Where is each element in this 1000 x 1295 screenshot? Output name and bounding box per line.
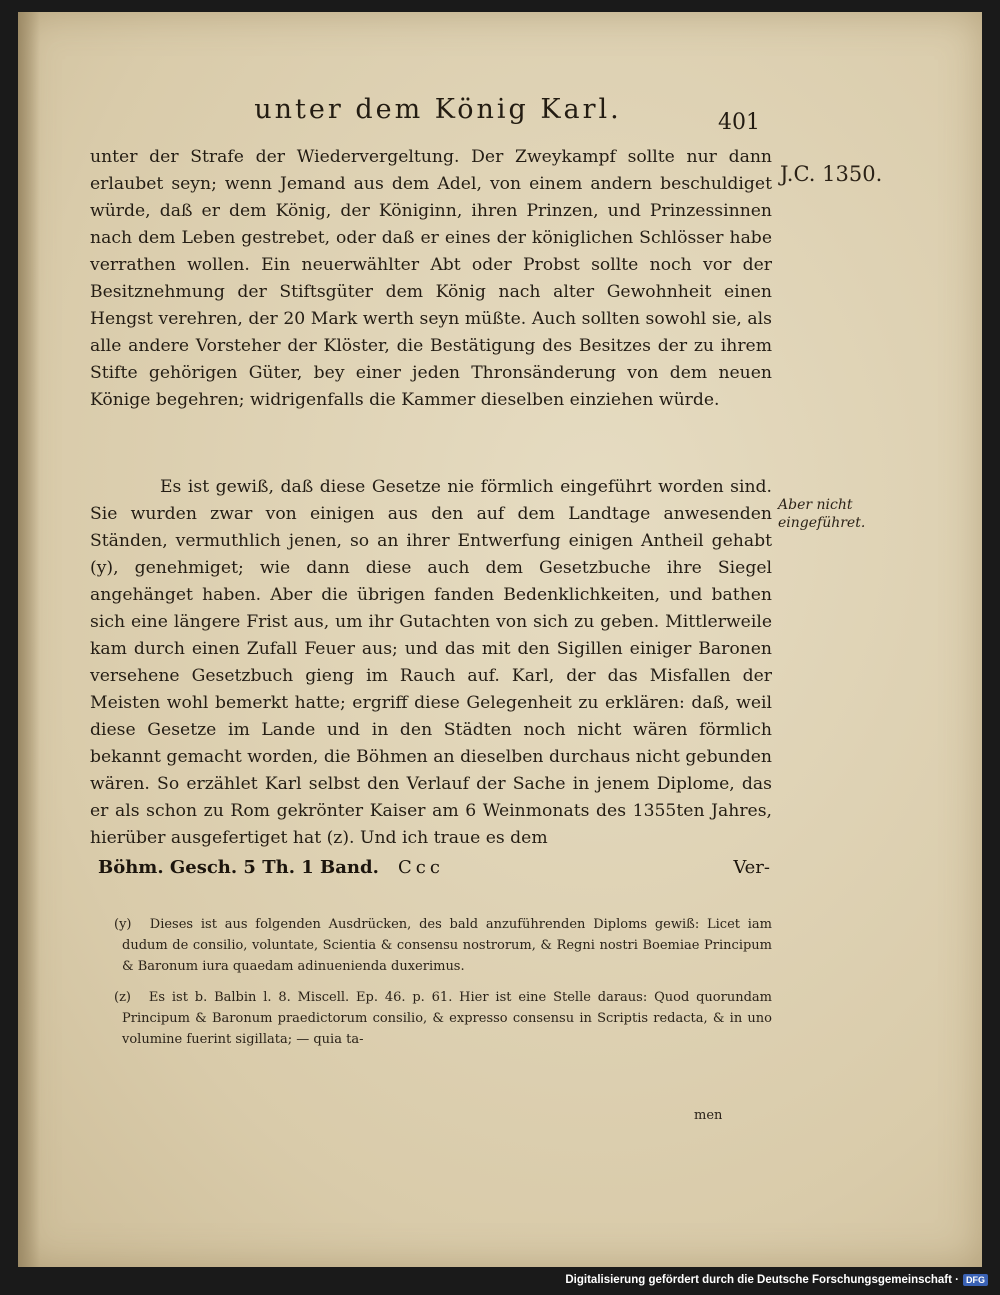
credit-text: Digitalisierung gefördert durch die Deutsche Forschungsgemeinschaft · — [565, 1274, 959, 1286]
book-page — [18, 12, 982, 1267]
signature-mark: Ccc — [398, 857, 444, 878]
dfg-logo-icon: DFG — [963, 1274, 988, 1286]
catchword: Ver- — [733, 857, 770, 878]
footnote-text: Dieses ist aus folgenden Ausdrücken, des bald anzuführenden Diploms gewiß: Licet iam dudum de consilio, voluntate, Scientia & consensu nostrorum, & Regni nostri Boemiae Principum & Baronum iura quaedam adinuenienda duxerimus. — [122, 917, 772, 974]
body-paragraph-2-text: Es ist gewiß, daß diese Gesetze nie förmlich eingeführt worden sind. Sie wurden zwar von einigen aus den auf dem Landtage anwesenden Ständen, vermuthlich jenen, so an ihrer Entwerfung einigen Antheil gehabt (y), genehmiget; wie dann diese auch dem Gesetzbuche ihre Siegel angehänget haben. Aber die übrigen fanden Bedenklichkeiten, und bathen sich eine längere Frist aus, um ihr Gutachten von sich zu geben. Mittlerweile kam durch einen Zufall Feuer aus; und das mit den Sigillen einiger Baronen versehene Gesetzbuch gieng im Rauch auf. Karl, der das Misfallen der Meisten wohl bemerkt hatte; ergriff diese Gelegenheit zu erklären: daß, weil diese Gesetze im Lande und in den Städten noch nicht wären förmlich bekannt gemacht worden, die Böhmen an dieselben durchaus nicht gebunden wären. So erzählet Karl selbst den Verlauf der Sache in jenem Diplome, das er als schon zu Rom gekrönter Kaiser am 6 Weinmonats des 1355ten Jahres, hierüber ausgefertiget hat (z). Und ich traue es dem — [90, 477, 772, 848]
footnote-catchword: men — [694, 1108, 723, 1123]
page-spine-shadow — [18, 12, 40, 1267]
body-paragraph-2 — [90, 474, 772, 852]
footnotes — [114, 914, 772, 1060]
body-paragraph-1: unter der Strafe der Wiedervergeltung. Der Zweykampf sollte nur dann erlaubet seyn; wenn Jemand aus dem Adel, von einem andern beschuldiget würde, daß er dem König, der Königinn, ihren Prinzen, und Prinzessinnen nach dem Leben gestrebet, oder daß er eines der königlichen Schlösser habe verrathen wollen. Ein neuerwählter Abt oder Probst sollte noch vor der Besitznehmung der Stiftsgüter dem König nach alter Gewohnheit einen Hengst verehren, der 20 Mark werth seyn müßte. Auch sollten sowohl sie, als alle andere Vorsteher der Klöster, die Bestätigung des Besitzes der zu ihrem Stifte gehörigen Güter, bey einer jeden Thronsänderung von dem neuen Könige begehren; widrigenfalls die Kammer dieselben einziehen würde. — [90, 147, 772, 410]
marginal-year: J.C. 1350. — [780, 162, 883, 186]
footnote-z — [114, 987, 772, 1050]
footnote-mark: (z) — [114, 990, 131, 1005]
marginal-note: Aber nicht eingeführet. — [778, 497, 866, 531]
footnote-mark: (y) — [114, 917, 132, 932]
signature-title: Böhm. Gesch. 5 Th. 1 Band. — [98, 857, 379, 878]
running-head: unter dem König Karl. — [254, 94, 622, 125]
page-number: 401 — [718, 110, 760, 135]
footnote-text: Es ist b. Balbin l. 8. Miscell. Ep. 46. p. 61. Hier ist eine Stelle daraus: Quod quorundam Principum & Baronum praedictorum consilio, & expresso consensu in Scriptis redacta, & in uno volumine fuerint sigillata; — quia ta- — [122, 990, 772, 1047]
footnote-y — [114, 914, 772, 977]
signature-line — [98, 857, 770, 885]
digitization-credit — [565, 1271, 988, 1289]
